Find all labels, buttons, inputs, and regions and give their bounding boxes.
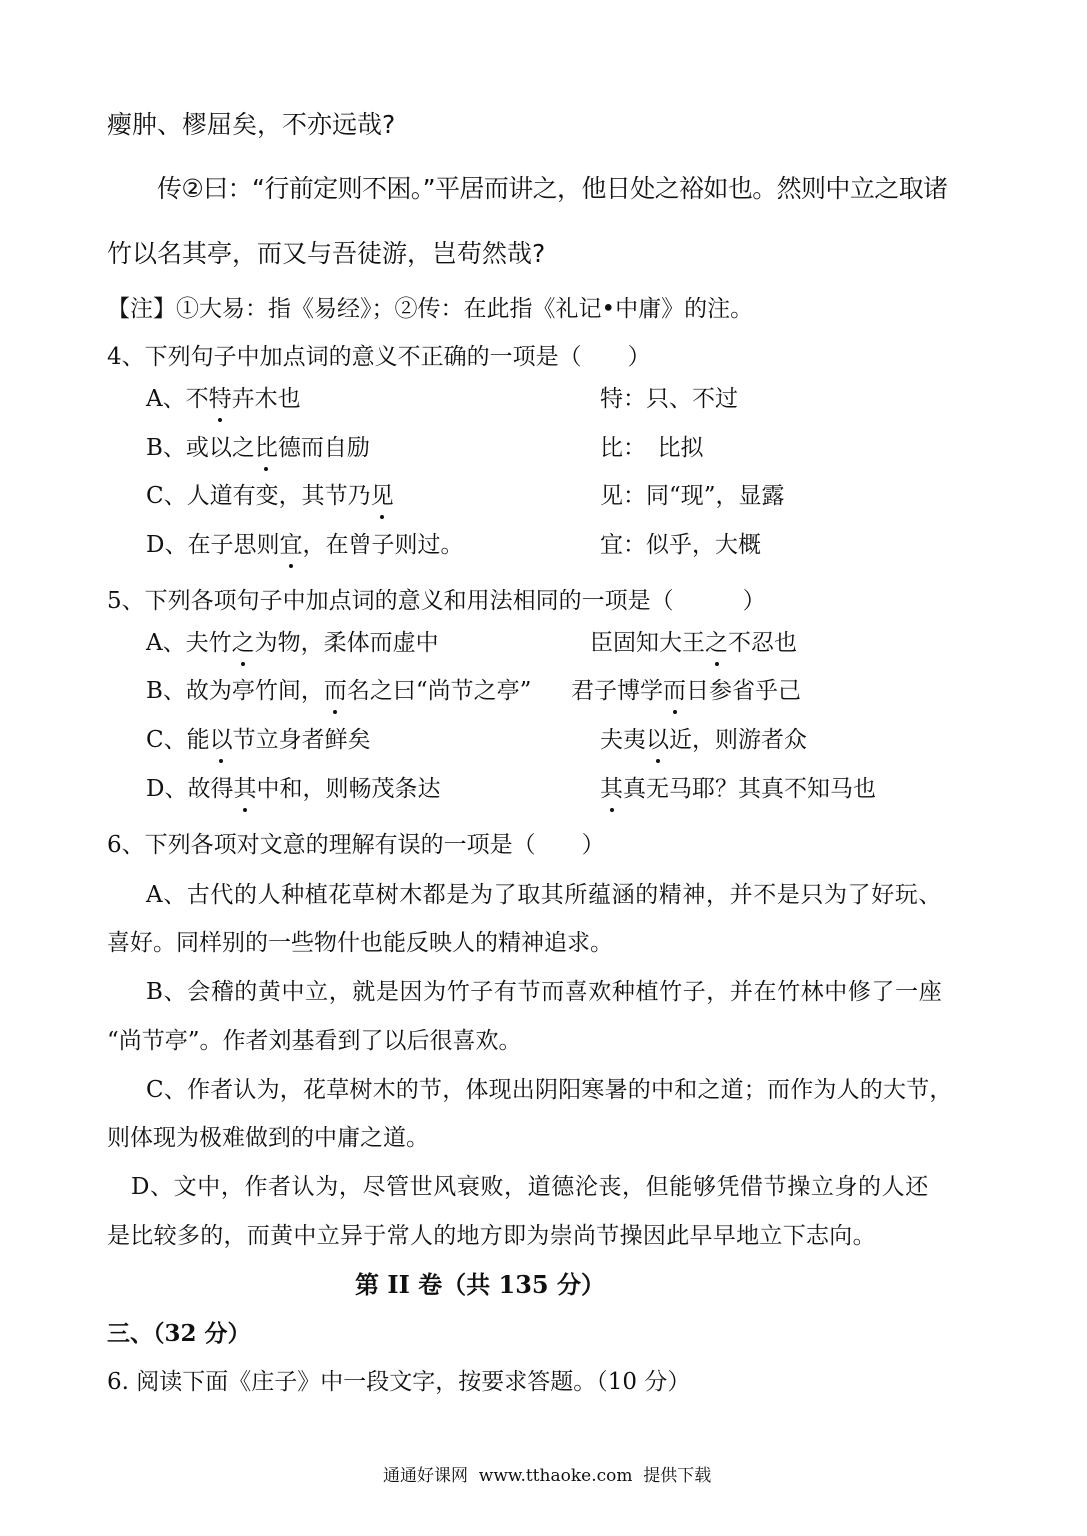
passage-line-1: 瘿肿、樛屈矣，不亦远哉? [107, 110, 396, 139]
q6-option-d-line-1: D、文中，作者认为，尽管世风衰败，道德沦丧，但能够凭借节操立身的人还 [131, 1174, 929, 1200]
q6-option-c-line-1: C、作者认为，花草树木的节，体现出阴阳寒暑的中和之道；而作为人的大节， [146, 1077, 953, 1103]
q5-option-d-right: 其真无马耶？其真不知马也 [600, 776, 876, 802]
dotted-word: 比 [254, 435, 278, 461]
q6-option-b-line-1: B、会稽的黄中立，就是因为竹子有节而喜欢种植竹子，并在竹林中修了一座 [146, 979, 943, 1005]
dotted-word: 其 [233, 776, 257, 802]
q4-stem: 4、下列句子中加点词的意义不正确的一项是（ ） [107, 344, 651, 370]
q5-option-b-right: 君子博学而日参省乎己 [571, 678, 801, 704]
q6-option-b-line-2: “尚节亭”。作者刘基看到了以后很喜欢。 [107, 1028, 522, 1054]
q5-option-c-left: C、能以节立身者鲜矣 [146, 727, 371, 753]
q5-option-d-left: D、故得其中和，则畅茂条达 [146, 776, 441, 802]
q5-option-c-right: 夫夷以近，则游者众 [600, 727, 807, 753]
q4-option-b: B、或以之比德而自励 [146, 435, 370, 461]
q6-stem: 6、下列各项对文意的理解有误的一项是（ ） [107, 832, 605, 858]
page-footer: 通通好课网 www.tthaoke.com 提供下载 [383, 1466, 712, 1486]
q5-option-a-right: 臣固知大王之不忍也 [590, 630, 797, 656]
dotted-word: 宜 [279, 532, 303, 558]
dotted-word: 之 [231, 630, 255, 656]
dotted-word: 而 [663, 678, 686, 704]
q5-option-a-left: A、夫竹之为物，柔体而虚中 [146, 630, 439, 656]
q6-option-a-line-2: 喜好。同样别的一些物什也能反映人的精神追求。 [107, 930, 613, 956]
q4-option-c-gloss: 见：同“现”，显露 [600, 483, 785, 509]
q4-option-b-gloss: 比： 比拟 [600, 435, 704, 461]
q4-option-d: D、在子思则宜，在曾子则过。 [146, 532, 464, 558]
dotted-word: 之 [705, 630, 728, 656]
q4-option-d-gloss: 宜：似乎，大概 [600, 532, 761, 558]
q5-stem: 5、下列各项句子中加点词的意义和用法相同的一项是（ ） [107, 588, 766, 614]
dotted-word: 见 [370, 483, 394, 509]
q6-option-d-line-2: 是比较多的，而黄中立异于常人的地方即为崇尚节操因此早早地立下志向。 [107, 1223, 876, 1249]
question-six-reading: 6. 阅读下面《庄子》中一段文字，按要求答题。（10 分） [107, 1369, 691, 1395]
dotted-word: 特 [208, 386, 232, 412]
dotted-word: 而 [323, 678, 347, 704]
q4-option-a-gloss: 特：只、不过 [600, 386, 738, 412]
q4-option-a: A、不特卉木也 [146, 386, 301, 412]
q6-option-a-line-1: A、古代的人种植花草树木都是为了取其所蕴涵的精神，并不是只为了好玩、 [146, 882, 943, 908]
passage-line-3: 竹以名其亭，而又与吾徒游，岂苟然哉? [107, 239, 546, 268]
section-three-heading: 三、（32 分） [107, 1320, 251, 1347]
part-two-title: 第 II 卷（共 135 分） [355, 1270, 605, 1299]
passage-line-2: 传②曰：“行前定则不困。”平居而讲之，他日处之裕如也。然则中立之取诸 [157, 174, 948, 203]
q6-option-c-line-2: 则体现为极难做到的中庸之道。 [107, 1125, 429, 1151]
dotted-word: 以 [646, 727, 669, 753]
dotted-word: 其 [600, 776, 623, 802]
dotted-word: 以 [209, 727, 233, 753]
q4-option-c: C、人道有变，其节乃见 [146, 483, 394, 509]
passage-note: 【注】①大易：指《易经》；②传：在此指《礼记•中庸》的注。 [107, 296, 754, 322]
q5-option-b-left: B、故为亭竹间，而名之曰“尚节之亭” [146, 678, 532, 704]
